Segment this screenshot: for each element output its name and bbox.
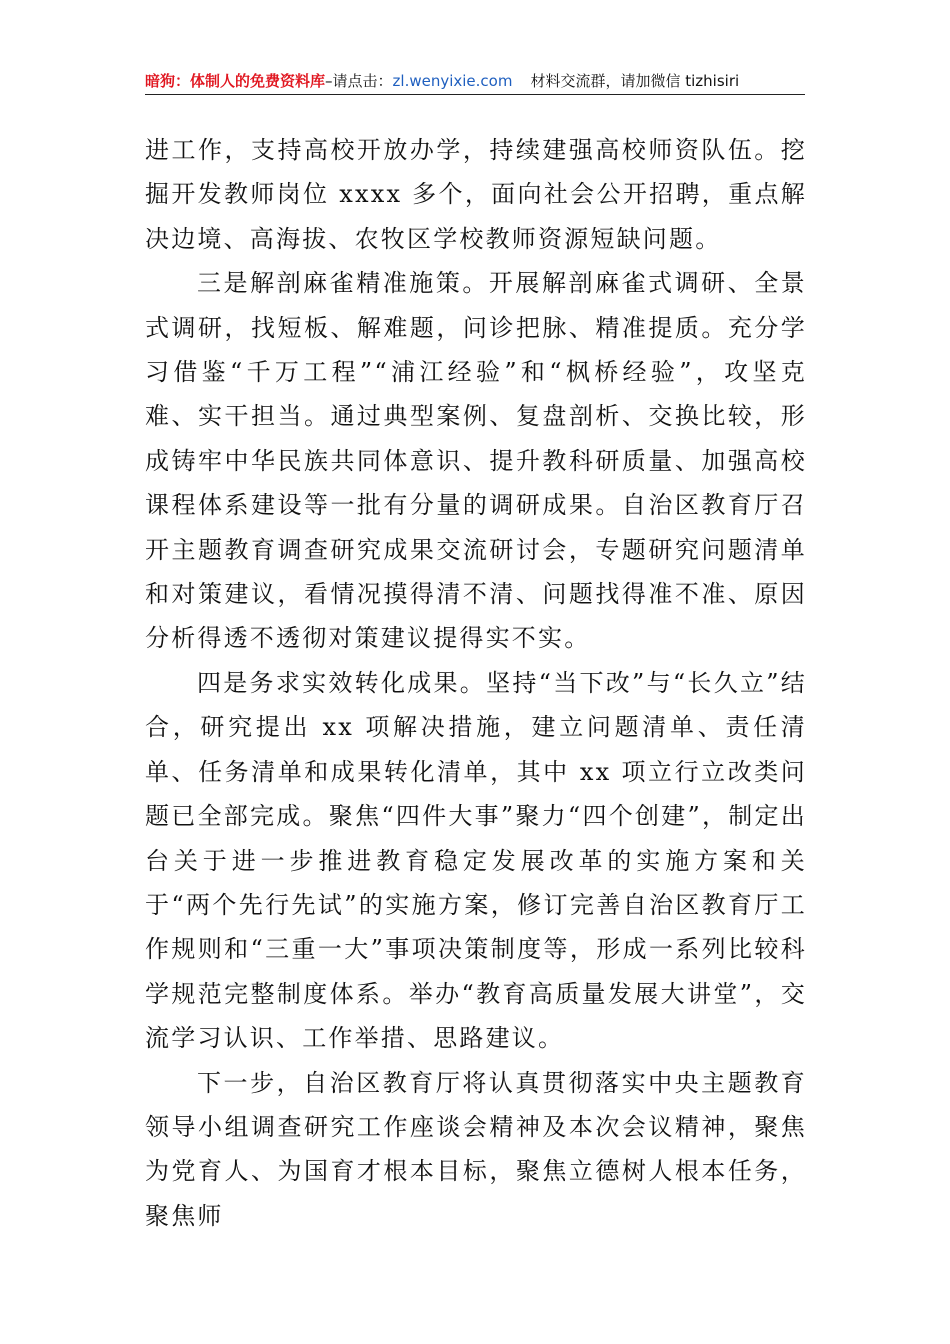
page-header (145, 68, 805, 95)
paragraph-point-three: 三是解剖麻雀精准施策。开展解剖麻雀式调研、全景式调研，找短板、解难题，问诊把脉、精准提质。充分学习借鉴“千万工程”“浦江经验”和“枫桥经验”，攻坚克难、实干担当。通过典型案例、复盘剖析、交换比较，形成铸牢中华民族共同体意识、提升教科研质量、加强高校课程体系建设等一批有分量的调研成果。自治区教育厅召开主题教育调查研究成果交流研讨会，专题研究问题清单和对策建议，看情况摸得清不清、问题找得准不准、原因分析得透不透彻对策建议提得实不实。 (145, 269, 807, 653)
paragraph-point-four: 四是务求实效转化成果。坚持“当下改”与“长久立”结合，研究提出 xx 项解决措施，建立问题清单、责任清单、任务清单和成果转化清单，其中 xx 项立行立改类问题已全部完成。聚焦“四件大事”聚力“四个创建”，制定出台关于进一步推进教育稳定发展改革的实施方案和关于“两个先行先试”的实施方案，修订完善自治区教育厅工作规则和“三重一大”事项决策制度等，形成一系列比较科学规范完整制度体系。举办“教育高质量发展大讲堂”，交流学习认识、工作举措、思路建议。 (145, 668, 807, 1053)
header-brand: 暗狗：体制人的免费资料库 (145, 72, 326, 90)
paragraph-continuation: 进工作，支持高校开放办学，持续建强高校师资队伍。挖掘开发教师岗位 xxxx 多个，面向社会公开招聘，重点解决边境、高海拔、农牧区学校教师资源短缺问题。 (145, 136, 807, 253)
header-url-link[interactable]: zl.wenyixie.com (392, 72, 513, 90)
paragraph-next-steps: 下一步，自治区教育厅将认真贯彻落实中央主题教育领导小组调查研究工作座谈会精神及本次会议精神，聚焦为党育人、为国育才根本目标，聚焦立德树人根本任务，聚焦师 (145, 1068, 807, 1230)
document-body (145, 128, 807, 1238)
header-prompt: –请点击： (325, 72, 393, 90)
header-wechat-note: 材料交流群，请加微信 tizhisiri (530, 72, 740, 90)
